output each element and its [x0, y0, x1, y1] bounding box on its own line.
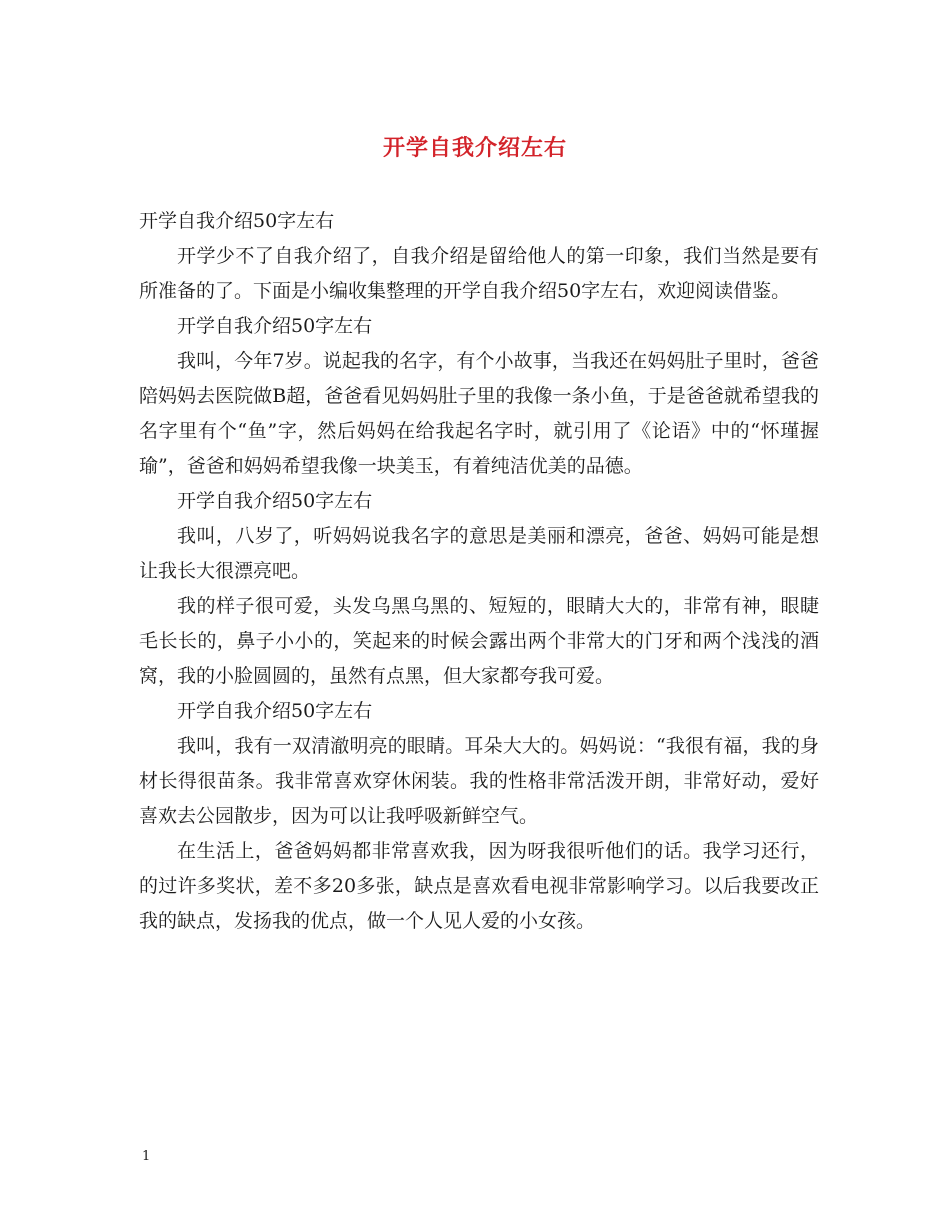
paragraph: 我的样子很可爱，头发乌黑乌黑的、短短的，眼睛大大的，非常有神，眼睫毛长长的，鼻子小小的，笑起来的时候会露出两个非常大的门牙和两个浅浅的酒窝，我的小脸圆圆的，虽然有点黑，但大家都夸我可爱。 [139, 595, 819, 687]
paragraph: 开学自我介绍50字左右 [139, 210, 335, 232]
section-heading: 开学自我介绍50字左右 [177, 490, 373, 512]
document-body [139, 204, 819, 939]
paragraph: 我叫，八岁了，听妈妈说我名字的意思是美丽和漂亮，爸爸、妈妈可能是想让我长大很漂亮吧。 [139, 525, 819, 582]
paragraph: 在生活上，爸爸妈妈都非常喜欢我，因为呀我很听他们的话。我学习还行，的过许多奖状，差不多20多张，缺点是喜欢看电视非常影响学习。以后我要改正我的缺点，发扬我的优点，做一个人见人爱的小女孩。 [139, 840, 819, 932]
document-title: 开学自我介绍左右 [382, 135, 567, 161]
paragraph: 我叫，我有一双清澈明亮的眼睛。耳朵大大的。妈妈说：“我很有福，我的身材长得很苗条。我非常喜欢穿休闲装。我的性格非常活泼开朗，非常好动，爱好喜欢去公园散步，因为可以让我呼吸新鲜空气。 [139, 735, 819, 827]
paragraph: 我叫，今年7岁。说起我的名字，有个小故事，当我还在妈妈肚子里时，爸爸陪妈妈去医院做B超，爸爸看见妈妈肚子里的我像一条小鱼，于是爸爸就希望我的名字里有个“鱼”字，然后妈妈在给我起名字时，就引用了《论语》中的“怀瑾握瑜”，爸爸和妈妈希望我像一块美玉，有着纯洁优美的品德。 [139, 350, 819, 477]
paragraph: 开学少不了自我介绍了，自我介绍是留给他人的第一印象，我们当然是要有所准备的了。下面是小编收集整理的开学自我介绍50字左右，欢迎阅读借鉴。 [139, 245, 819, 302]
section-heading: 开学自我介绍50字左右 [177, 315, 373, 337]
section-heading: 开学自我介绍50字左右 [177, 700, 373, 722]
page-number: 1 [142, 1149, 151, 1164]
